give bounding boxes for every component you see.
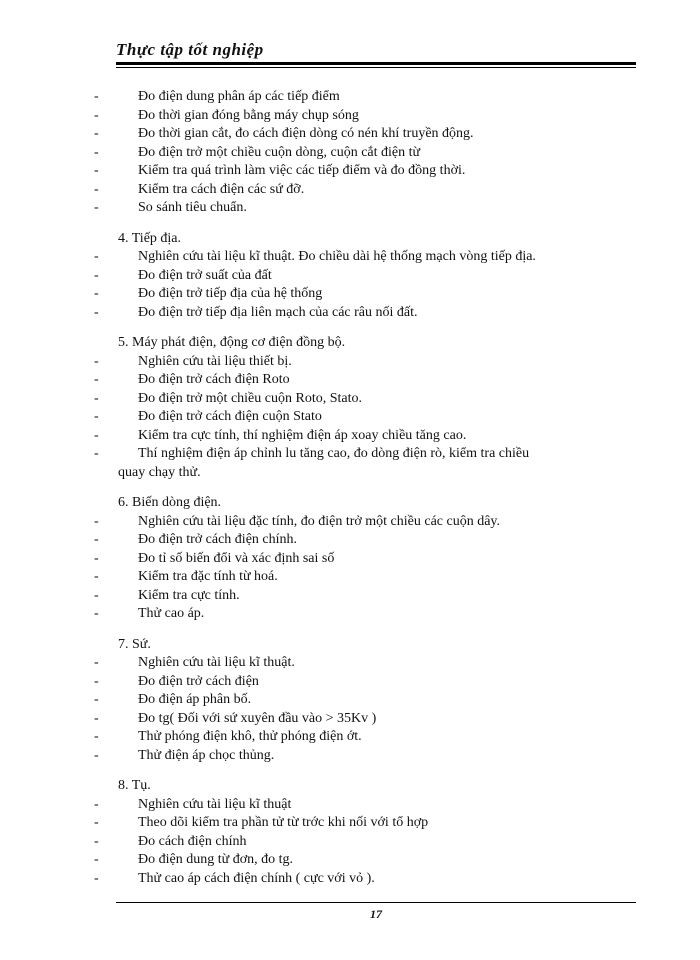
list-item: - Kiểm tra quá trình làm việc các tiếp điểm và đo đồng thời. (0, 162, 700, 181)
bullet-dash: - (94, 372, 99, 387)
bullet-dash: - (94, 587, 99, 603)
list-item: - Đo tỉ số biến đổi và xác định sai số (0, 550, 700, 569)
list-item: - Nghiên cứu tài liệu thiết bị. (0, 353, 700, 372)
bullet-dash: - (94, 181, 99, 197)
section-bien-dong-dien (0, 494, 700, 624)
bullet-dash: - (94, 144, 99, 160)
list-item: - Đo điện dung từ đơn, đo tg. (0, 851, 700, 870)
list-item: - Kiểm tra cực tính. (0, 587, 700, 606)
bullet-dash: - (94, 692, 99, 707)
section-su (0, 636, 700, 766)
header-rule (116, 62, 636, 65)
footer-rule (116, 902, 636, 903)
bullet-dash: - (94, 655, 99, 670)
list-item: - Đo điện trở cách điện chính. (0, 531, 700, 550)
bullet-dash: - (94, 870, 99, 886)
list-item: - Nghiên cứu tài liệu kĩ thuật. Đo chiều dài hệ thống mạch vòng tiếp địa. (0, 248, 700, 267)
bullet-dash: - (94, 446, 99, 461)
bullet-dash: - (94, 286, 99, 301)
bullet-dash: - (94, 200, 99, 215)
bullet-dash: - (94, 126, 99, 141)
bullet-dash: - (94, 852, 99, 867)
list-item: - Đo điện trở một chiều cuộn Roto, Stato. (0, 390, 700, 409)
bullet-dash: - (94, 673, 99, 689)
list-item: - Kiểm tra cách điện các sứ đỡ. (0, 181, 700, 200)
bullet-dash: - (94, 304, 99, 320)
list-item: - Đo điện trở tiếp địa liên mạch của các râu nối đất. (0, 304, 700, 323)
bullet-dash: - (94, 390, 99, 406)
list-item: - Đo điện trở cách điện cuộn Stato (0, 408, 700, 427)
bullet-dash: - (94, 89, 99, 104)
bullet-dash: - (94, 163, 99, 178)
list-item: - Đo điện áp phân bố. (0, 691, 700, 710)
section-heading: 5. Máy phát điện, động cơ điện đồng bộ. (118, 335, 346, 350)
list-item: - Theo dõi kiểm tra phần tử từ trớc khi nối với tổ hợp (0, 814, 700, 833)
bullet-dash: - (94, 710, 99, 726)
section-heading: 6. Biến dòng điện. (118, 495, 222, 510)
page-header (116, 40, 636, 64)
list-item: - Đo điện trở suất của đất (0, 267, 700, 286)
page-number: 17 (370, 907, 382, 921)
section-tu (0, 777, 700, 888)
bullet-dash: - (94, 249, 99, 264)
bullet-dash: - (94, 833, 99, 849)
bullet-dash: - (94, 747, 99, 763)
list-item: - Đo điện trở cách điện Roto (0, 371, 700, 390)
list-item: - Đo thời gian đóng bằng máy chụp sóng (0, 107, 700, 126)
list-item: - Kiểm tra đặc tính từ hoá. (0, 568, 700, 587)
list-item: - Đo cách điện chính (0, 833, 700, 852)
document-body (0, 88, 700, 888)
bullet-dash: - (94, 532, 99, 547)
bullet-dash: - (94, 107, 99, 123)
section-heading: 4. Tiếp địa. (118, 230, 182, 246)
list-item: - Thử điện áp chọc thủng. (0, 747, 700, 766)
list-item: - Nghiên cứu tài liệu kĩ thuật. (0, 654, 700, 673)
list-item: - Đo điện trở một chiều cuộn dòng, cuộn cắt điện từ (0, 144, 700, 163)
intro-list (0, 88, 700, 218)
list-item: - Đo điện trở tiếp địa của hệ thống (0, 285, 700, 304)
section-tiep-dia (0, 230, 700, 323)
list-item: - Nghiên cứu tài liệu kĩ thuật (0, 796, 700, 815)
bullet-dash: - (94, 267, 99, 283)
wrap-line-1: Thí nghiệm điện áp chỉnh lu tăng cao, đo dòng điện rò, kiểm tra chiều (138, 446, 530, 461)
list-item: - Thử cao áp cách điện chính ( cực với vỏ ). (0, 870, 700, 889)
list-item: - Đo điện dung phân áp các tiếp điểm (0, 88, 700, 107)
bullet-dash: - (94, 550, 99, 566)
section-may-phat-dien (0, 334, 700, 482)
list-item: - Đo tg( Đối với sứ xuyên đầu vào > 35Kv ) (0, 710, 700, 729)
section-heading: 8. Tụ. (118, 778, 151, 793)
bullet-dash: - (94, 409, 99, 424)
header-title: Thực tập tốt nghiệp (116, 40, 264, 59)
list-item: - Đo thời gian cắt, đo cách điện dòng có nén khí truyền động. (0, 125, 700, 144)
bullet-dash: - (94, 815, 99, 830)
bullet-dash: - (94, 427, 99, 443)
list-item: - Kiểm tra cực tính, thí nghiệm điện áp xoay chiều tăng cao. (0, 427, 700, 446)
bullet-dash: - (94, 606, 99, 621)
list-item: - Nghiên cứu tài liệu đặc tính, đo điện trở một chiều các cuộn dây. (0, 513, 700, 532)
header-rule-thin (116, 67, 636, 68)
bullet-dash: - (94, 569, 99, 584)
bullet-dash: - (94, 513, 99, 529)
list-item: - Đo điện trở cách điện (0, 673, 700, 692)
bullet-dash: - (94, 729, 99, 744)
list-item: - So sánh tiêu chuẩn. (0, 199, 700, 218)
list-item-wrapped (0, 445, 700, 482)
list-item: - Thử cao áp. (0, 605, 700, 624)
section-heading: 7. Sứ. (118, 636, 151, 652)
bullet-dash: - (94, 796, 99, 812)
list-item: - Thử phóng điện khô, thử phóng điện ớt. (0, 728, 700, 747)
wrap-line-2: quay chạy thử. (118, 464, 201, 480)
page-footer (116, 902, 636, 922)
bullet-dash: - (94, 353, 99, 369)
